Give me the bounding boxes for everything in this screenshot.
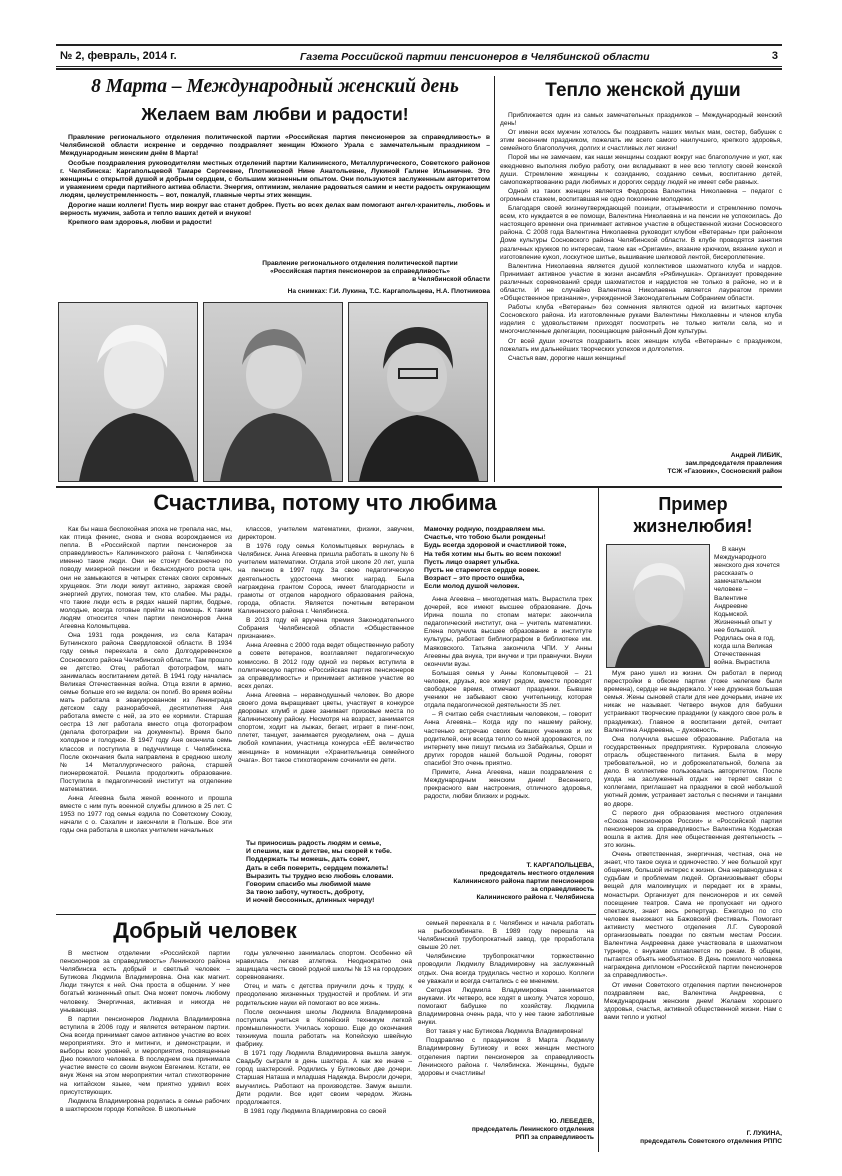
happy-poem-1: Ты приносишь радость людям и семье, И спешим, как в детстве, мы скорей к тебе. Поддержать ты можешь, дать совет, Дать в себя поверить, сердцем пожалеть! Выразить ты трудно всю любовь словами. Говорим спасибо мы любимой маме За твою заботу, чуткость, доброту, И ночей бессонных, длинных череду! — [246, 840, 394, 905]
header-bottom-rule-2 — [56, 68, 782, 70]
warmth-paragraph: От имени всех мужчин хотелось бы поздравить наших милых мам, сестер, бабушек с этим весенним праздником, пожелать им всего самого наилучшего, крепкого здоровья, семейного благополучия, долгих и счастливых лет жизни! — [500, 129, 782, 153]
happy-column-2 — [238, 526, 414, 812]
happy-poem-2: Мамочку родную, поздравляем мы. Счастье, что тобою были рождены! Будь всегда здоровой и счастливой тоже, На тебя хотим мы быть во всем похожи! Пусть лицо озаряет улыбка. Пусть не стареются сердце вовек. Возраст – это просто ошибка, Если молод душой человек. — [424, 526, 567, 591]
example-body — [604, 670, 782, 1128]
good-paragraph: семьей переехала в г. Челябинск и начала работать на рыбокомбинате. В 1989 году перешла на Челябинский трубопрокатный завод, где проработала свыше 20 лет. — [418, 920, 594, 952]
march8-body — [60, 134, 490, 260]
good-paragraph: Поздравляю с праздником 8 Марта Людмилу Владимировну Бутикову и всех женщин местного отделения партии пенсионеров за справедливость Ленинского района г. Челябинска. Женщины, будьте здоровы и счастливы! — [418, 1037, 594, 1077]
warmth-paragraph: Порой мы не замечаем, как наши женщины создают вокруг нас благополучие и уют, как ежедневно выполняя любую работу, они вкладывают в нее всю теплоту своей женской души. Стремление женщины к созиданию, созданию семьи, воспитанию детей, самопожертвованию ради любимых и дорогих сердцу людей не имеет себе равных. — [500, 154, 782, 186]
happy-paragraph: В 2013 году ей вручена премия Законодательного Собрания Челябинской области «Общественное признание». — [238, 617, 414, 641]
good-signature: Ю. ЛЕБЕДЕВ, председатель Ленинского отделения РПП за справедливость — [471, 1118, 594, 1141]
example-intro — [714, 546, 782, 668]
happy-paragraph: Она 1931 года рождения, из села Катарач Бутнинского района Свердловской области. В 1934 году семья переехала в село Долгодеревенское Сосновского района Челябинской области. Там прошло ее детство. Отец работал фотографом, мать занималась воспитанием детей. В 1941 году началась Великая Отечественная война. Отца взяли в армию, семье больше его не видела: он погиб. Во время войны мать работала в эвакуированном из Ленинграда детском саду разнорабочей, десятилетняя Аня работала вместе с ней, за это ее кормили. Старшая сестра 13 лет работала вместо отца фотографом (делала фотографии на документы). Время было холодное и голодное. В 1947 году Аня окончила семь классов и поступила в педучилище г. Челябинска. После окончания была направлена в среднюю школу № 14 Металлургического района, старшей пионервожатой. Решила продолжить образование. Поступила в педагогический институт на отделение математики. — [60, 632, 232, 793]
happy-column-3 — [424, 596, 592, 852]
warmth-paragraph: Счастья вам, дорогие наши женщины! — [508, 354, 626, 362]
good-paragraph: После окончания школы Людмила Владимировна поступила учиться в Копейский техникум легкой промышленности. Училась хорошо. Еще до окончания техникума пошла работать на Копейскую швейную фабрику. — [236, 1008, 412, 1049]
march8-kicker: 8 Марта – Международный женский день — [91, 76, 459, 97]
happy-column-1 — [60, 526, 232, 912]
good-paragraph: В местном отделении «Российской партии пенсионеров за справедливость» Ленинского района Челябинска есть добрый и светлый человек – Бутикова Людмила Владимировна. Она как магнит. Люди тянутся к ней. Она проста в общении. У нее богатый жизненный опыт. Она может помочь любому человеку. Энергичная, активная и никогда не унывающая. — [60, 950, 230, 1014]
march8-title: Желаем вам любви и радости! — [141, 104, 409, 124]
photo-kodmskaya — [606, 544, 710, 668]
good-paragraph: годы увлеченно занималась спортом. Особенно ей нравилась легкая атлетика. Неоднократно она защищала честь своей родной школы № 13 на городских соревнованиях. — [236, 950, 412, 982]
happy-paragraph: Большая семья у Анны Коломытцевой – 21 человек, друзья, все живут рядом, вместе проводят свободное время, отмечают праздники. Бывшие ученики не забывают свою учительницу, которая отдала педагогической деятельности 35 лет. — [424, 669, 592, 710]
page-number: 3 — [771, 50, 778, 62]
good-paragraph: Отец и мать с детства приучили дочь к труду, к преодолению жизненных трудностей и проблем. И эти родительские науки ей помогают во все жизнь. — [236, 983, 412, 1007]
good-column-2 — [236, 950, 412, 1146]
happy-paragraph: классов, учителем математики, физики, завучем, директором. — [238, 526, 414, 542]
column-divider — [598, 488, 599, 1152]
warmth-signature: Андрей ЛИБИК, зам.председателя правления ТСЖ «Газовик», Сосновский район — [667, 452, 782, 475]
portrait-icon — [59, 303, 197, 481]
header-bottom-rule — [56, 66, 782, 67]
good-column-3 — [418, 920, 594, 1116]
warmth-title: Тепло женской души — [545, 80, 741, 101]
happy-paragraph: Примите, Анна Агеевна, наши поздравления с Международным женским днем! Весеннего, прекрасного вам настроения, отличного здоровья, радости, любви близких и родных. — [424, 768, 592, 801]
happy-paragraph: Анна Агеевна была женой военного и прошла вместе с ним путь военной службы длиною в 25 лет. С 1953 по 1977 год семья ездила по Советскому Союзу, начали с о. Сахалин и закончили в Польше. Все эти годы она работала в школах учителем начальных — [60, 795, 232, 835]
warmth-paragraph: Валентина Николаевна является душой коллективов шахматного клуба и нардов. Принимает активное участие в жизни ансамбля «Рябинушка». Организует проведение различных соревнований среди шахматистов и нардистов не только в районе, но и в области. И не случайно Валентина Николаевна является лауреатом премии «Общественное признание», учрежденной Законодательным Собранием области. — [500, 262, 782, 303]
warmth-paragraph: Приближается один из самых замечательных праздников – Международный женский день! — [500, 112, 782, 128]
good-paragraph: Сегодня Людмила Владимировна занимается внуками. Их четверо, все ходят в школу. Учатся хорошо, помогают бабушке по хозяйству. Людмила Владимировна очень рада, что у нее такие заботливые внуки. — [418, 986, 594, 1027]
section-rule — [56, 486, 782, 488]
good-paragraph: Челябинские трубопрокатчики торжественно проводили Людмилу Владимировну на заслуженный отдых. Она всегда трудилась честно и хорошо. Коллеги ее уважали и всегда считались с ее мнением. — [418, 953, 594, 985]
photo-lukina — [58, 302, 198, 482]
column-divider — [494, 76, 495, 482]
happy-paragraph: Анна Агеевна – неравнодушный человек. Во дворе своего дома выращивает цветы, участвует в конкурсе дворовых клумб и даже занимает призовые места по Калининскому району. Несмотря на возраст, занимается спортом, ходит на лыжах, бегает, играет в пинг-понг, плетет, танцует, занимается рукоделием, она – душа любой компании, участница конкурса «ЕЁ величество женщина» в номинации «Хранительница семейного очага». Вот такое стихотворение сочинили ее дети. — [238, 691, 414, 764]
good-paragraph: Людмила Владимировна родилась в семье рабочих в шахтерском городе Копейске. В школьные — [60, 1097, 230, 1113]
example-title-2: жизнелюбия! — [633, 516, 753, 536]
warmth-paragraph: Одной из таких женщин является Федорова Валентина Николаевна – педагог с огромным стажем, воспитавшая не одно поколение молодежи. — [500, 187, 782, 203]
portrait-icon — [204, 303, 342, 481]
march8-paragraph: Правление регионального отделения политической партии «Российская партия пенсионеров за справедливость» в Челябинской области искренне и сердечно поздравляет женщин Южного Урала с замечательным праздником – Международным женским днём 8 Марта! — [60, 134, 490, 158]
example-paragraph: В канун Международного женского дня хочется рассказать о замечательном человеке – Валентине Андреевне Кодьмской. Жизненный опыт у нее большой. Родилась она в год, когда шла Великая Отечественная война. Вырастила — [714, 546, 780, 667]
example-paragraph: Она получила высшее образование. Работала на государственных предприятиях. Курировала сложную отрасль общественного питания. Была в меру требовательной, но и доброжелательной, болела за дело. В коллективе пользовалась авторитетом. После ухода на заслуженный отдых не теряет связи с коллегами, приглашает на праздники в свой небольшой уютный домик, устраивает застолья с песнями и танцами во дворе. — [604, 735, 782, 808]
good-title: Добрый человек — [113, 918, 297, 943]
good-paragraph: В 1971 году Людмила Владимировна вышла замуж. Свадьбу сыграли в день шахтера. А как же иначе – город шахтерский. Родились у Бутиковых две дочери. Старшая Наташа и младшая Надежда. Выросли дочери, выучились. Работают на производстве. Замуж вышли. Дети родили. Все идет своим чередом. Жизнь продолжается. — [236, 1050, 412, 1106]
warmth-paragraph: Благодаря своей жизнеутверждающей позиции, отзывчивости и стремлению помочь всем, кто нуждается в ее помощи, Валентина Николаевна и на пенсии не успокоилась. До настоящего времени она принимает активное участие в общественной жизни Сосновского района. С 2008 года Валентина Николаевна руководит клубом «Ветераны» при районном Доме культуры Сосновского района Челябинской области. В клубе проводятся занятия различных кружков по интересам, такие как «Оригами», вязание крючком, вязание кукол и изготовление кукол, лоскутное шитье, вышивание шелковой лентой, бисероплетение. — [500, 205, 782, 261]
good-paragraph: В партии пенсионеров Людмила Владимировна вступила в 2006 году и является ветераном партии. Она всегда принимает самое активное участие во всех мероприятиях. Это и митинги, и демонстрации, и выборы всех уровней, и мероприятия, посвященные Дню пожилого человека. В последнем она принимала участие вместе со своим внуком Евгением. Кстати, ее внук Женя на этом мероприятии читал стихотворение на китайском языке, чем приятно удивил всех присутствующих. — [60, 1015, 230, 1096]
issue-number: № 2, февраль, 2014 г. — [60, 50, 177, 62]
happy-paragraph: – Я считаю себя счастливым человеком, – говорит Анна Агеевна.– Когда иду по нашему району, частенько встречаю своих бывших учеников и их родителей, они всегда тепло со мной здороваются, по интернету мне пишут письма из Забайкалья, Орши и других городов нашей большой Родины, говорят спасибо! Это очень приятно. — [424, 711, 592, 767]
portrait-icon — [607, 545, 709, 667]
good-column-1 — [60, 950, 230, 1146]
warmth-paragraph: От всей души хочется поздравить всех женщин клуба «Ветераны» с праздником, пожелать им дальнейших творческих успехов и долголетия. — [500, 337, 782, 353]
happy-paragraph: Анна Агеевна с 2000 года ведет общественную работу в совете ветеранов, возглавляет педагогическую комиссию. В 2012 году одной из первых вступила в политическую партию «Российская партия пенсионеров за справедливость» и принимает активное участие во всех делах. — [238, 642, 414, 690]
warmth-body — [500, 112, 782, 448]
example-paragraph: Очень ответственная, энергичная, честная, она не знает, что такое скука и одиночество. У нее большой круг общения, большой интерес к жизни. Она неравнодушна к судьбам и проблемам людей. Организовывает сборы вещей для малоимущих и передает их в храмы, монастыри. Организует для пенсионеров и их семей посещение театров. Сама не пропускает ни одного спектакля, знает весь репертуар. Ежегодно по сто человек выезжают на Бажовский фестиваль. Помогает активисту местного отделения Л.Г. Суворовой организовывать поездки по святым местам России. Валентина Андреевна даже участвовала в шахматном турнире, с внуками сплавляется по рекам. В общем, пытается объять необъятное. В День пожилого человека награждена дипломом «Российской партии пенсионеров за справедливость». — [604, 851, 782, 980]
good-paragraph: В 1981 году Людмила Владимировна со своей — [244, 1107, 387, 1115]
example-paragraph: От имени Советского отделения партии пенсионеров поздравляем вас, Валентина Андреевна, с Международным женским днем! Желаем хорошего здоровья, счастья, активной общественной жизни. Нам с вами тепло и уютно! — [604, 981, 782, 1021]
example-paragraph: Муж рано ушел из жизни. Он работал в период перестройки в обкоме партии (тоже нелегкие были времена), сердце не выдержало. У нее дружная большая семья. Жены сыновей стали для нее дочерьми, иначе их никак не называет. Четверо внуков для бабушки устраивают творческие праздники (у каждого свое роль в праздниках). Главное в воспитании детей, считает Валентина Андреевна, – духовность. — [604, 670, 782, 734]
happy-paragraph: Как бы наша беспокойная эпоха не трепала нас, мы, как птица феникс, снова и снова возрождаемся из пепла. В «Российской партии пенсионеров за справедливость» Калининского района г. Челябинска именно такие люди. Они не стонут бесконечно по поводу мизерной пенсии и безысходного роста цен, они не замыкаются в четырех стенах своих скромных хрущевок. Эти люди живут активно, заражая своей энергией других, помогая тем, кто слабее. Мы рады, что такие люди есть в рядах нашей партии, бодрые, молодые, всегда готовые прийти на помощь. К таким людям относится член партии пенсионеров Анна Агеевна Коломытцева. — [60, 526, 232, 631]
happy-signature: Т. КАРГАПОЛЬЦЕВА, председатель местного отделения Калининского района партии пенсионеров за справедливость Калининского района г. Челябинска — [453, 862, 594, 901]
header-top-rule — [56, 44, 782, 46]
march8-signature: Правление регионального отделения политической партии «Российская партия пенсионеров за справедливость» в Челябинской области — [262, 260, 490, 283]
warmth-paragraph: Работы клуба «Ветераны» без сомнения являются одной из визитных карточек Сосновского района. Из изготовленные руками Валентины Николаевны и членов клуба изделия с удовольствием приходят посмотреть не только жители села, но и многочисленные делегации, посещающие районный Дом культуры. — [500, 304, 782, 336]
happy-paragraph: Анна Агеевна – многодетная мать. Вырастила трех дочерей, все имеют высшее образование. Дочь Ирина пошла по стопам матери: закончила педагогический институт, она – учитель математики. Елена получила высшее образование в институте культуры, работает библиографом в библиотеке им. Маяковского. Татьяна закончила ЧПИ. У Анны Агеевны два внука, три внучки и три правнучки. Внуки окончили вузы. — [424, 596, 592, 668]
march8-paragraph: Особые поздравления руководителям местных отделений партии Калининского, Металлургического, Советского районов г. Челябинска: Каргапольцевой Тамаре Сергеевне, Плотниковой Нине Анатольевне, Лукиной Галине Ильиничне. Это женщины с открытой душой и добрым сердцем, с большим жизненным опытом. Они пользуются заслуженным авторитетом и уважением среди партийного актива области. Энергия, оптимизм, желание радоваться самим и нести радость окружающим людям, целеустремленность – вот, пожалуй, главные черты этих женщин. — [60, 159, 490, 200]
march8-paragraph: Дорогие наши коллеги! Пусть мир вокруг вас станет добрее. Пусть во всех делах вам помогают ангел-хранитель, любовь и верность мужчин, забота и тепло ваших детей и внуков! — [60, 201, 490, 217]
good-paragraph: Вот такая у нас Бутикова Людмила Владимировна! — [426, 1028, 583, 1036]
paper-name: Газета Российской партии пенсионеров в Челябинской области — [300, 51, 650, 63]
example-signature: Г. ЛУКИНА, председатель Советского отделения РППС — [640, 1130, 782, 1145]
happy-paragraph: В 1976 году семья Коломытцевых вернулась в Челябинск. Анна Агеевна пришла работать в школу № 6 учителем математики. Отдала этой школе 20 лет, ушла на пенсию в 1997 году. За свою педагогическую деятельность удостоена многих наград. Была награждена грантом Сороса, имеет благодарности и грамоты от отделов народного образования района, города, области. Является почетным ветераном Калининского района г. Челябинска. — [238, 543, 414, 615]
example-paragraph: С первого дня образования местного отделения «Союза пенсионеров России» и «Российской партии пенсионеров за справедливость» Валентина Кодьмская вошла в актив. Для нее общественная деятельность – это жизнь. — [604, 809, 782, 849]
photo-kargapoltseva — [203, 302, 343, 482]
march8-photo-credit: На снимках: Г.И. Лукина, Т.С. Каргапольцева, Н.А. Плотникова — [287, 288, 490, 295]
portrait-icon — [349, 303, 487, 481]
happy-title: Счастлива, потому что любима — [153, 490, 497, 515]
march8-paragraph: Крепкого вам здоровья, любви и радости! — [68, 219, 212, 227]
example-title-1: Пример — [658, 494, 728, 514]
photo-plotnikova — [348, 302, 488, 482]
section-rule — [56, 914, 596, 915]
